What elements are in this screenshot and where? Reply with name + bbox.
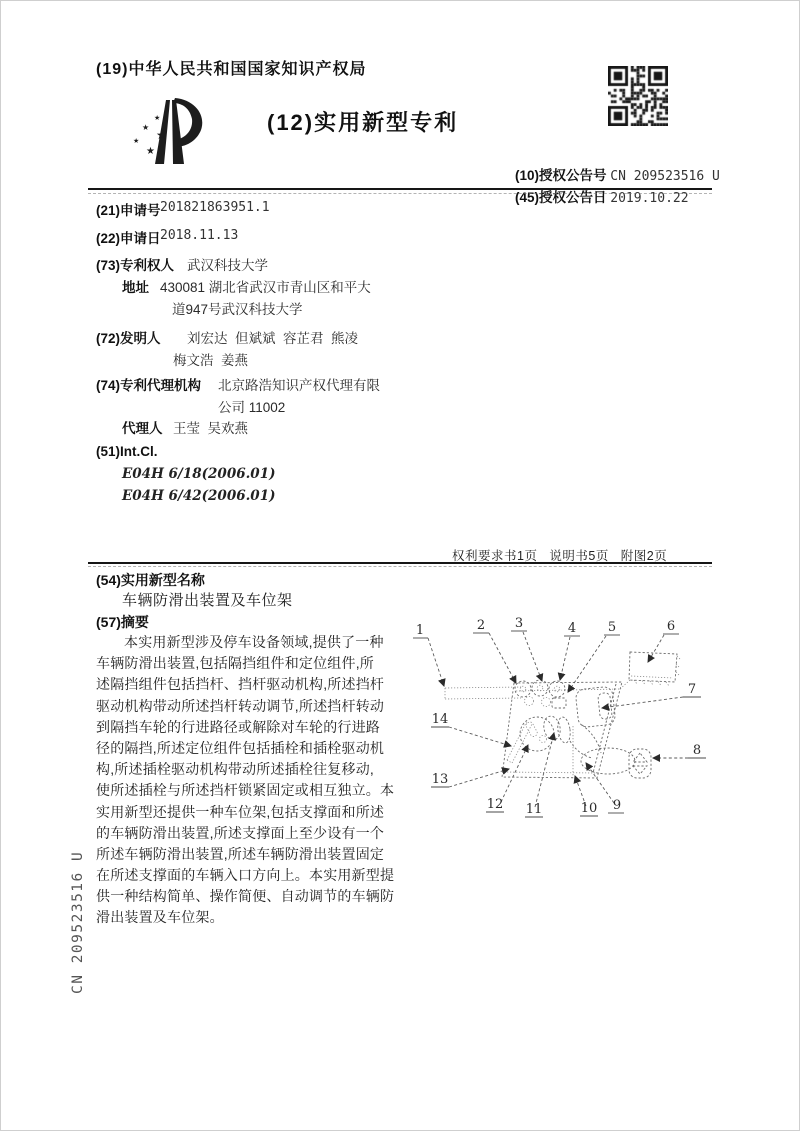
application-date-value: 2018.11.13 [160,228,239,243]
figure-label-13: 13 [431,772,449,787]
figure-label-14: 14 [431,712,449,727]
section-rule [88,562,712,564]
application-number-value: 201821863951.1 [160,200,270,215]
figure-label-12: 12 [486,797,504,812]
abstract-line: 滑出装置及车位架。 [96,909,224,926]
figure-label-2: 2 [476,618,486,633]
qr-code [608,66,668,126]
application-date-label: (22)申请日 [96,231,165,246]
abstract-line: 述隔挡组件包括挡杆、挡杆驱动机构,所述挡杆 [96,676,385,693]
patentee-label: (73)专利权人 [96,258,178,273]
section-rule-dashed [88,566,712,567]
header-rule-dashed [88,193,712,194]
abstract-line: 车辆防滑出装置,包括隔挡组件和定位组件,所 [96,655,374,672]
header-rule [88,188,712,190]
abstract-line: 实用新型还提供一种车位架,包括支撑面和所述 [96,803,385,820]
patent-figure [412,592,720,840]
inventors-label: (72)发明人 [96,331,165,346]
abstract-line: 在所述支撑面的车辆入口方向上。本实用新型提 [96,867,395,884]
document-type-title: (12)实用新型专利 [267,110,459,135]
abstract-line: 构,所述插栓驱动机构带动所述插栓往复移动, [96,761,374,778]
abstract-line: 驱动机构带动所述挡杆转动调节,所述挡杆转动 [96,697,385,714]
svg-text:★: ★ [156,128,167,142]
side-publication-number: CN 209523516 U [70,850,86,994]
abstract-line: 本实用新型涉及停车设备领域,提供了一种 [124,634,384,650]
figure-label-9: 9 [612,798,622,813]
figure-label-10: 10 [580,801,598,816]
figure-label-7: 7 [687,682,697,697]
address-value: 430081 湖北省武汉市青山区和平大 [160,280,371,295]
inventors-value: 刘宏达 但斌斌 容芷君 熊凌 [187,331,359,346]
application-number-label: (21)申请号 [96,203,165,218]
publication-number-label: (10)授权公告号 [515,168,611,183]
publication-number-value: CN 209523516 U [610,169,720,184]
issuing-office: (19)中华人民共和国国家知识产权局 [96,61,367,78]
address-value-cont: 道947号武汉科技大学 [172,302,303,317]
figure-label-11: 11 [525,802,543,817]
publication-date-value: 2019.10.22 [610,191,689,206]
abstract-line: 到隔挡车轮的行进路径或解除对车轮的行进路 [96,718,380,735]
figure-roller [549,681,565,697]
figure-label-8: 8 [692,743,702,758]
figure-roller [515,681,531,697]
abstract-line: 径的隔挡,所述定位组件包括插栓和插栓驱动机 [96,739,385,756]
svg-text:★: ★ [142,123,150,132]
agency-label: (74)专利代理机构 [96,378,205,393]
cnipa-logo-icon [126,94,221,176]
figure-panel [629,652,677,682]
figure-label-4: 4 [567,621,577,636]
publication-date-row [500,171,689,221]
agent-label: 代理人 [122,421,167,436]
int-cl-class-1: E04H 6/18(2006.01) [122,466,276,482]
patentee-value: 武汉科技大学 [187,258,268,273]
svg-text:★: ★ [154,115,161,122]
svg-text:★: ★ [133,138,140,145]
title-section-label: (54)实用新型名称 [96,572,205,588]
figure-label-5: 5 [607,620,617,635]
int-cl-class-2: E04H 6/42(2006.01) [122,488,276,504]
publication-date-label: (45)授权公告日 [515,190,611,205]
inventors-value-cont: 梅文浩 姜燕 [173,353,249,368]
abstract-line: 使所述插栓与所述挡杆锁紧固定或相互独立。本 [96,782,395,799]
abstract-line: 所述车辆防滑出装置,所述车辆防滑出装置固定 [96,845,385,862]
abstract-line: 供一种结构简单、操作简便、自动调节的车辆防 [96,888,395,905]
abstract-text [96,632,404,929]
figure-label-1: 1 [415,623,425,638]
svg-text:★: ★ [146,146,155,157]
figure-label-3: 3 [514,616,524,631]
int-cl-label: (51)Int.Cl. [96,444,158,459]
figure-bracket [575,686,616,728]
address-label: 地址 [122,280,153,295]
pages-info: 权利要求书1页 说明书5页 附图2页 [452,549,668,563]
agency-value: 北京路浩知识产权代理有限 [218,378,380,393]
agent-value: 王莹 吴欢燕 [173,421,249,436]
figure-mechanism [520,717,554,751]
figure-label-6: 6 [666,619,676,634]
figure-stop-bar [445,687,522,688]
figure-bolt-rod [507,721,527,760]
agency-value-cont: 公司 11002 [218,400,286,415]
patent-title: 车辆防滑出装置及车位架 [122,592,293,609]
abstract-section-label: (57)摘要 [96,614,149,630]
abstract-line: 的车辆防滑出装置,所述支撑面上至少设有一个 [96,824,385,841]
